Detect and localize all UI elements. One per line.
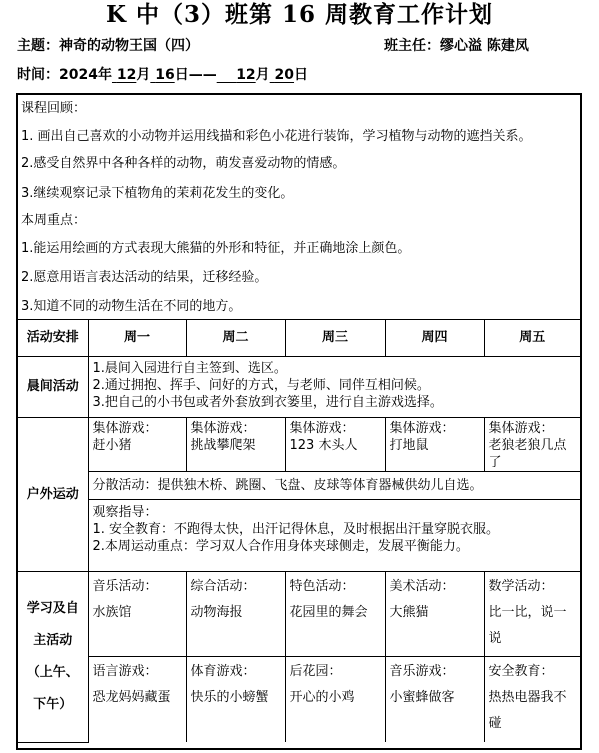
outdoor-games-row [18, 417, 580, 471]
outdoor-game-wed: 集体游戏： 123 木头人 [285, 417, 385, 471]
outdoor-label: 户外运动 [18, 417, 88, 571]
date-month-unit: 月 [136, 67, 151, 83]
day-header-fri: 周五 [484, 320, 580, 356]
date-start-day: 16 [155, 67, 175, 83]
date-start-month: 12 [116, 67, 137, 83]
morning-row [18, 356, 580, 417]
outdoor-game-fri: 集体游戏： 老狼老狼几点了 [484, 417, 580, 471]
schedule-header-row [18, 320, 580, 356]
date-year: 2024 [59, 67, 98, 83]
guidance-title: 观察指导： [92, 504, 158, 520]
study-game-mon: 语言游戏： 恐龙妈妈藏蛋 [88, 656, 186, 742]
study-game-tue: 体育游戏： 快乐的小螃蟹 [186, 656, 285, 742]
teacher-line [384, 36, 529, 56]
plan-table-frame [16, 93, 582, 750]
study-activity-thu: 美术活动： 大熊猫 [385, 571, 484, 656]
focus-heading: 本周重点： [21, 213, 87, 228]
schedule-corner: 活动安排 [18, 320, 88, 356]
date-end-day-unit: 日 [294, 67, 309, 83]
morning-line: 3.把自己的小书包或者外套放到衣篓里，进行自主游戏选择。 [92, 394, 443, 410]
review-item: 2.感受自然界中各种各样的动物，萌发喜爱动物的情感。 [21, 156, 346, 171]
study-row-2 [18, 656, 580, 742]
outdoor-free-row [18, 471, 580, 499]
date-end-month: 12 [236, 67, 256, 83]
day-header-mon: 周一 [88, 320, 186, 356]
outdoor-guidance [88, 499, 580, 571]
date-year-unit: 年 [97, 67, 112, 83]
day-header-wed: 周三 [285, 320, 385, 356]
date-day-unit: 日 [174, 67, 189, 83]
study-activity-mon: 音乐活动： 水族馆 [88, 571, 186, 656]
study-activity-wed: 特色活动： 花园里的舞会 [285, 571, 385, 656]
study-row-1 [18, 571, 580, 656]
morning-line: 1.晨间入园进行自主签到、选区。 [92, 360, 287, 376]
study-label: 学习及自 主活动 （上午、 下午） [18, 571, 88, 742]
morning-line: 2.通过拥抱、挥手、问好的方式，与老师、同伴互相问候。 [92, 377, 430, 393]
date-dash: —— [188, 67, 217, 83]
review-item: 1. 画出自己喜欢的小动物并运用线描和彩色小花进行装饰，学习植物与动物的遮挡关系。 [21, 129, 532, 144]
review-item: 3.继续观察记录下植物角的茉莉花发生的变化。 [21, 186, 294, 201]
teacher-names: 缪心溢 陈建凤 [440, 38, 529, 54]
day-header-tue: 周二 [186, 320, 285, 356]
theme-value: 神奇的动物王国（四） [59, 38, 199, 54]
outdoor-guidance-row [18, 499, 580, 571]
morning-label: 晨间活动 [18, 356, 88, 417]
outdoor-game-thu: 集体游戏： 打地鼠 [385, 417, 484, 471]
review-heading: 课程回顾： [21, 101, 87, 116]
theme-label: 主题： [17, 38, 59, 54]
study-activity-fri: 数学活动： 比一比，说一说 [484, 571, 580, 656]
date-end-day: 20 [274, 67, 295, 83]
focus-item: 3.知道不同的动物生活在不同的地方。 [21, 299, 242, 314]
study-game-thu: 音乐游戏： 小蜜蜂做客 [385, 656, 484, 742]
study-activity-tue: 综合活动： 动物海报 [186, 571, 285, 656]
morning-content [88, 356, 580, 417]
study-game-wed: 后花园： 开心的小鸡 [285, 656, 385, 742]
schedule-table [18, 320, 580, 743]
date-label: 时间： [17, 67, 59, 83]
outdoor-free-play: 分散活动：提供独木桥、跳圈、飞盘、皮球等体育器械供幼儿自选。 [88, 471, 580, 499]
outdoor-game-mon: 集体游戏： 赶小猪 [88, 417, 186, 471]
teacher-label: 班主任： [384, 38, 440, 54]
study-game-fri: 安全教育： 热热电器我不碰 [484, 656, 580, 742]
review-section [18, 95, 580, 320]
theme-line [17, 36, 199, 56]
guidance-line: 2.本周运动重点：学习双人合作用身体夹球侧走，发展平衡能力。 [92, 538, 469, 554]
guidance-line: 1. 安全教育：不跑得太快，出汗记得休息，及时根据出汗量穿脱衣服。 [92, 521, 500, 537]
focus-item: 2.愿意用语言表达活动的结果，迁移经验。 [21, 270, 268, 285]
day-header-thu: 周四 [385, 320, 484, 356]
date-end-month-unit: 月 [255, 67, 270, 83]
outdoor-game-tue: 集体游戏： 挑战攀爬架 [186, 417, 285, 471]
focus-item: 1.能运用绘画的方式表现大熊猫的外形和特征，并正确地涂上颜色。 [21, 241, 411, 256]
plan-title: K 中（3）班第 16 周教育工作计划 [105, 1, 494, 28]
date-line [17, 65, 308, 85]
